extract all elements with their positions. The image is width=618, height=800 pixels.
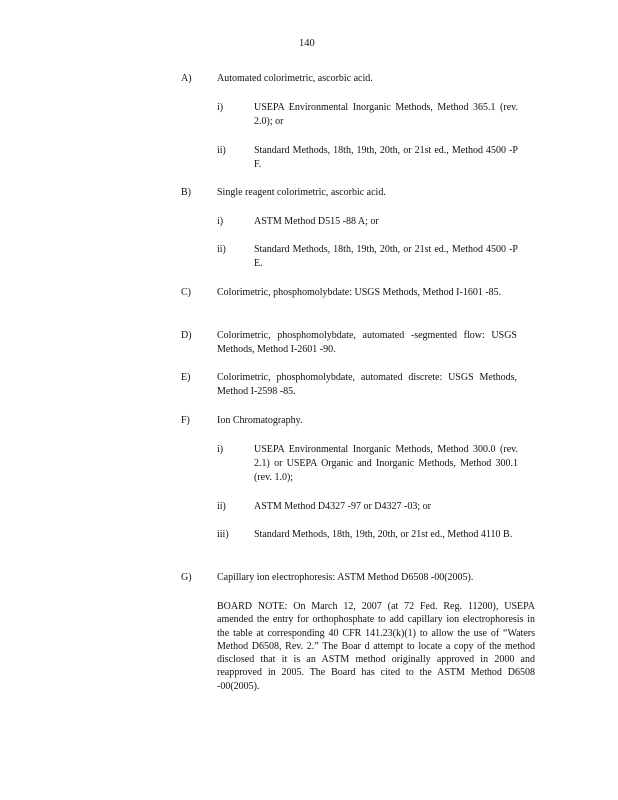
item-f-sub-i-label: i)	[217, 444, 224, 455]
item-f-text: Ion Chromatography.	[217, 415, 303, 426]
item-e-text: Colorimetric, phosphomolybdate, automated discrete: USGS Methods, Method I-2598 -85.	[217, 372, 517, 397]
item-a-label: A)	[181, 73, 192, 84]
item-f-sub-iii-label: iii)	[217, 529, 229, 540]
item-f-sub-ii-text: ASTM Method D4327 -97 or D4327 -03; or	[254, 501, 431, 512]
item-a-sub-ii-text: Standard Methods, 18th, 19th, 20th, or 21st ed., Method 4500 -P F.	[254, 145, 518, 170]
item-b-sub-i-text: ASTM Method D515 -88 A; or	[254, 216, 379, 227]
item-b-text: Single reagent colorimetric, ascorbic acid.	[217, 187, 386, 198]
page-number: 140	[299, 38, 315, 49]
board-note: BOARD NOTE: On March 12, 2007 (at 72 Fed. Reg. 11200), USEPA amended the entry for orthophosphate to add capillary ion electrophoresis in the table at corresponding 40 CFR 141.23(k)(1) to allow the use of “Waters Method D6508, Rev. 2.” The Boar d attempt to locate a copy of the method disclosed that it is an ASTM method originally approved in 2000 and reapproved in 2005. The Board has cited to the ASTM Method D6508 -00(2005).	[217, 601, 535, 692]
item-b-sub-i-label: i)	[217, 216, 224, 227]
item-a-sub-ii-label: ii)	[217, 145, 226, 156]
item-f-sub-i-text: USEPA Environmental Inorganic Methods, Method 300.0 (rev. 2.1) or USEPA Organic and Inorganic Methods, Method 300.1 (rev. 1.0);	[254, 444, 518, 483]
item-f-label: F)	[181, 415, 190, 426]
item-b-label: B)	[181, 187, 191, 198]
item-f-sub-ii-label: ii)	[217, 501, 226, 512]
item-f-sub-iii-text: Standard Methods, 18th, 19th, 20th, or 21st ed., Method 4110 B.	[254, 529, 513, 540]
item-g-text: Capillary ion electrophoresis: ASTM Method D6508 -00(2005).	[217, 572, 474, 583]
item-b-sub-ii-text: Standard Methods, 18th, 19th, 20th, or 21st ed., Method 4500 -P E.	[254, 244, 518, 269]
item-a-sub-i-text: USEPA Environmental Inorganic Methods, Method 365.1 (rev. 2.0); or	[254, 102, 518, 127]
item-a-sub-i-label: i)	[217, 102, 224, 113]
item-b-sub-ii-label: ii)	[217, 244, 226, 255]
item-d-text: Colorimetric, phosphomolybdate, automated -segmented flow: USGS Methods, Method I-2601 -90.	[217, 330, 517, 355]
item-g-label: G)	[181, 572, 192, 583]
item-c-label: C)	[181, 287, 191, 298]
item-c-text: Colorimetric, phosphomolybdate: USGS Methods, Method I-1601 -85.	[217, 287, 502, 298]
item-a-text: Automated colorimetric, ascorbic acid.	[217, 73, 373, 84]
item-d-label: D)	[181, 330, 192, 341]
item-e-label: E)	[181, 372, 191, 383]
